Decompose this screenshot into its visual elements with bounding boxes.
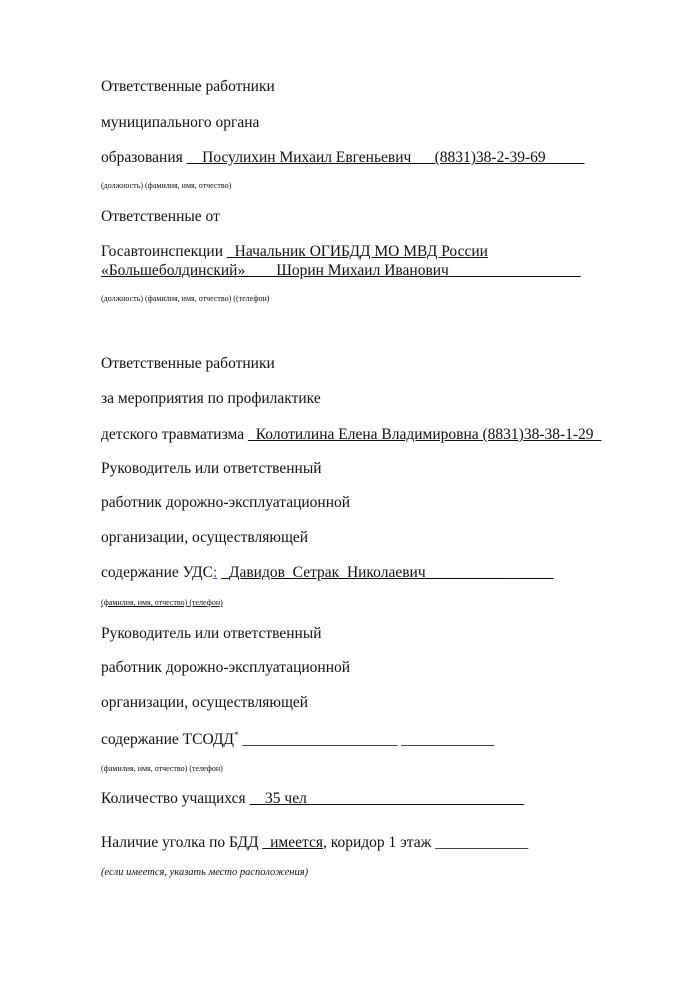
students-value: __35 чел____________________________ [249,790,524,807]
tsodd-field-value: ____________________ ____________ [242,731,495,749]
tsodd-footnote-mark: * [234,730,239,740]
gai-field-label: Госавтоинспекции [101,243,223,260]
prevention-field-value: _Колотилина Елена Владимировна (8831)38-38-1-29_ [247,426,602,443]
uds-field-label: содержание УДС [101,564,213,581]
municipal-heading-line2: муниципального органа [101,114,260,131]
uds-field-colon: : [212,564,218,581]
municipal-field-value: __Посулихин Михаил Евгеньевич___(8831)38-2-39-69_____ [186,149,585,166]
municipal-field-label: образования [101,149,183,166]
municipal-caption: (должность) (фамилия, имя, отчество) [101,181,232,190]
gai-field-value-line1: _Начальник ОГИБДД МО МВД России [226,243,488,260]
tsodd-field-row [101,730,494,749]
corner-location: , коридор 1 этаж ____________ [322,834,529,851]
prevention-heading-line2: за мероприятия по профилактике [101,390,321,407]
uds-heading-line1: Руководитель или ответственный [101,460,322,477]
gai-field-value-line2: «Большеболдинский»____Шорин Михаил Иванович_________________ [101,262,581,279]
corner-value: _имеется [262,834,323,851]
gai-caption: (должность) (фамилия, имя, отчество) ((телефон) [101,294,270,303]
corner-row [101,834,528,852]
tsodd-field-label: содержание ТСОДД [101,731,235,749]
tsodd-heading-line2: работник дорожно-эксплуатационной [101,659,351,676]
municipal-heading-line1: Ответственные работники [101,78,275,95]
uds-caption: (фамилия, имя, отчество) (телефон) [101,598,223,607]
students-row [101,790,524,808]
municipal-field-row [101,149,584,167]
prevention-heading-line1: Ответственные работники [101,355,275,372]
prevention-field-row [101,426,601,444]
tsodd-heading-line3: организации, осуществляющей [101,694,309,711]
corner-label: Наличие уголка по БДД [101,834,259,851]
gai-field-row [101,243,488,261]
tsodd-heading-line1: Руководитель или ответственный [101,625,322,642]
tsodd-caption: (фамилия, имя, отчество) (телефон) [101,764,223,773]
uds-field-value: _Давидов_Сетрак_Николаевич___________ _____ [221,564,554,581]
uds-heading-line3: организации, осуществляющей [101,529,309,546]
prevention-field-label: детского травматизма [101,426,245,443]
students-label: Количество учащихся [101,790,246,807]
uds-field-row [101,564,554,582]
uds-heading-line2: работник дорожно-эксплуатационной [101,494,351,511]
corner-caption: (если имеется, указать место расположения) [101,867,309,878]
gai-heading-line1: Ответственные от [101,208,220,225]
